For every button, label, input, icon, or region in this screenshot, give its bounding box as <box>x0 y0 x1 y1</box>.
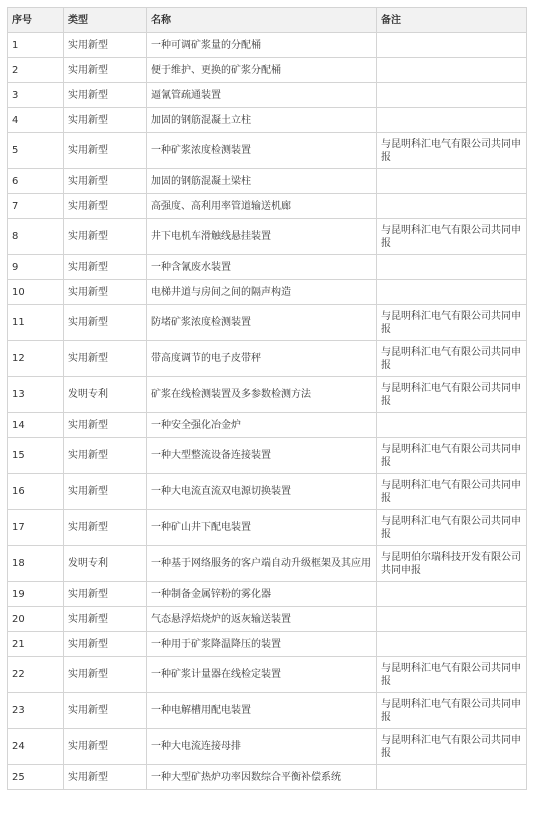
cell-type: 实用新型 <box>64 133 147 169</box>
cell-name: 一种制备金属锌粉的雾化器 <box>147 582 377 607</box>
cell-note: 与昆明科汇电气有限公司共同申报 <box>377 474 527 510</box>
cell-type: 实用新型 <box>64 33 147 58</box>
table-row <box>8 438 527 474</box>
cell-note: 与昆明科汇电气有限公司共同申报 <box>377 657 527 693</box>
cell-note: 与昆明科汇电气有限公司共同申报 <box>377 693 527 729</box>
table-row <box>8 108 527 133</box>
cell-note <box>377 83 527 108</box>
cell-no: 25 <box>8 765 64 790</box>
cell-type: 实用新型 <box>64 341 147 377</box>
cell-name: 井下电机车滑触线悬挂装置 <box>147 219 377 255</box>
cell-type: 实用新型 <box>64 693 147 729</box>
cell-type: 实用新型 <box>64 607 147 632</box>
cell-name: 一种大型整流设备连接装置 <box>147 438 377 474</box>
cell-no: 18 <box>8 546 64 582</box>
cell-no: 23 <box>8 693 64 729</box>
cell-no: 20 <box>8 607 64 632</box>
cell-no: 16 <box>8 474 64 510</box>
cell-name: 一种含氰废水装置 <box>147 255 377 280</box>
cell-type: 实用新型 <box>64 657 147 693</box>
table-header-row <box>8 8 527 33</box>
table-row <box>8 194 527 219</box>
cell-type: 实用新型 <box>64 280 147 305</box>
table-row <box>8 33 527 58</box>
cell-type: 实用新型 <box>64 729 147 765</box>
cell-name: 带高度调节的电子皮带秤 <box>147 341 377 377</box>
cell-note <box>377 280 527 305</box>
table-body <box>8 33 527 790</box>
cell-note: 与昆明科汇电气有限公司共同申报 <box>377 133 527 169</box>
cell-note <box>377 169 527 194</box>
cell-no: 4 <box>8 108 64 133</box>
table-row <box>8 219 527 255</box>
table-row <box>8 341 527 377</box>
cell-no: 11 <box>8 305 64 341</box>
cell-no: 1 <box>8 33 64 58</box>
cell-no: 22 <box>8 657 64 693</box>
table-row <box>8 657 527 693</box>
table-row <box>8 510 527 546</box>
cell-no: 15 <box>8 438 64 474</box>
cell-name: 一种用于矿浆降温降压的装置 <box>147 632 377 657</box>
cell-type: 实用新型 <box>64 474 147 510</box>
cell-type: 实用新型 <box>64 219 147 255</box>
cell-type: 实用新型 <box>64 632 147 657</box>
cell-name: 逼氰管疏通装置 <box>147 83 377 108</box>
cell-name: 电梯井道与房间之间的隔声构造 <box>147 280 377 305</box>
cell-note: 与昆明科汇电气有限公司共同申报 <box>377 510 527 546</box>
patent-table <box>7 7 527 790</box>
cell-note <box>377 413 527 438</box>
cell-no: 17 <box>8 510 64 546</box>
cell-type: 实用新型 <box>64 194 147 219</box>
cell-name: 一种大电流直流双电源切换装置 <box>147 474 377 510</box>
cell-no: 3 <box>8 83 64 108</box>
cell-no: 21 <box>8 632 64 657</box>
cell-note <box>377 194 527 219</box>
table-row <box>8 377 527 413</box>
table-row <box>8 305 527 341</box>
table-row <box>8 255 527 280</box>
cell-note: 与昆明科汇电气有限公司共同申报 <box>377 729 527 765</box>
cell-name: 防堵矿浆浓度检测装置 <box>147 305 377 341</box>
cell-type: 实用新型 <box>64 582 147 607</box>
cell-note: 与昆明科汇电气有限公司共同申报 <box>377 341 527 377</box>
table-row <box>8 474 527 510</box>
cell-name: 一种矿山井下配电装置 <box>147 510 377 546</box>
cell-type: 实用新型 <box>64 510 147 546</box>
table-row <box>8 169 527 194</box>
cell-note <box>377 58 527 83</box>
cell-type: 发明专利 <box>64 546 147 582</box>
cell-type: 实用新型 <box>64 108 147 133</box>
cell-note <box>377 632 527 657</box>
cell-note <box>377 33 527 58</box>
table-row <box>8 546 527 582</box>
cell-no: 13 <box>8 377 64 413</box>
table-row <box>8 413 527 438</box>
cell-name: 一种电解槽用配电装置 <box>147 693 377 729</box>
header-note: 备注 <box>377 8 527 33</box>
cell-no: 10 <box>8 280 64 305</box>
cell-name: 高强度、高利用率管道输送机廊 <box>147 194 377 219</box>
cell-note <box>377 255 527 280</box>
table-row <box>8 58 527 83</box>
cell-note <box>377 765 527 790</box>
cell-name: 一种基于网络服务的客户端自动升级框架及其应用 <box>147 546 377 582</box>
cell-note: 与昆明科汇电气有限公司共同申报 <box>377 219 527 255</box>
cell-type: 发明专利 <box>64 377 147 413</box>
cell-name: 矿浆在线检测装置及多参数检测方法 <box>147 377 377 413</box>
cell-name: 一种矿浆浓度检测装置 <box>147 133 377 169</box>
cell-note: 与昆明科汇电气有限公司共同申报 <box>377 305 527 341</box>
cell-no: 6 <box>8 169 64 194</box>
table-row <box>8 693 527 729</box>
cell-note <box>377 582 527 607</box>
cell-no: 12 <box>8 341 64 377</box>
cell-name: 一种大型矿热炉功率因数综合平衡补偿系统 <box>147 765 377 790</box>
cell-no: 8 <box>8 219 64 255</box>
cell-note <box>377 607 527 632</box>
header-name: 名称 <box>147 8 377 33</box>
cell-no: 19 <box>8 582 64 607</box>
table-row <box>8 607 527 632</box>
cell-type: 实用新型 <box>64 83 147 108</box>
cell-type: 实用新型 <box>64 413 147 438</box>
cell-type: 实用新型 <box>64 765 147 790</box>
cell-name: 一种可调矿浆量的分配桶 <box>147 33 377 58</box>
cell-type: 实用新型 <box>64 169 147 194</box>
table-row <box>8 280 527 305</box>
cell-name: 一种安全强化冶金炉 <box>147 413 377 438</box>
cell-name: 气态悬浮焙烧炉的返灰输送装置 <box>147 607 377 632</box>
cell-name: 便于维护、更换的矿浆分配桶 <box>147 58 377 83</box>
table-row <box>8 133 527 169</box>
cell-note <box>377 108 527 133</box>
table-row <box>8 765 527 790</box>
cell-no: 14 <box>8 413 64 438</box>
header-type: 类型 <box>64 8 147 33</box>
cell-name: 加固的钢筋混凝土立柱 <box>147 108 377 133</box>
cell-note: 与昆明伯尔瑞科技开发有限公司共同申报 <box>377 546 527 582</box>
cell-name: 一种矿浆计量器在线检定装置 <box>147 657 377 693</box>
cell-note: 与昆明科汇电气有限公司共同申报 <box>377 377 527 413</box>
cell-no: 5 <box>8 133 64 169</box>
cell-no: 9 <box>8 255 64 280</box>
cell-type: 实用新型 <box>64 255 147 280</box>
cell-no: 24 <box>8 729 64 765</box>
header-no: 序号 <box>8 8 64 33</box>
cell-type: 实用新型 <box>64 438 147 474</box>
cell-type: 实用新型 <box>64 305 147 341</box>
table-row <box>8 729 527 765</box>
cell-type: 实用新型 <box>64 58 147 83</box>
cell-note: 与昆明科汇电气有限公司共同申报 <box>377 438 527 474</box>
cell-name: 加固的钢筋混凝土梁柱 <box>147 169 377 194</box>
table-row <box>8 83 527 108</box>
cell-no: 2 <box>8 58 64 83</box>
table-row <box>8 582 527 607</box>
cell-name: 一种大电流连接母排 <box>147 729 377 765</box>
table-row <box>8 632 527 657</box>
cell-no: 7 <box>8 194 64 219</box>
